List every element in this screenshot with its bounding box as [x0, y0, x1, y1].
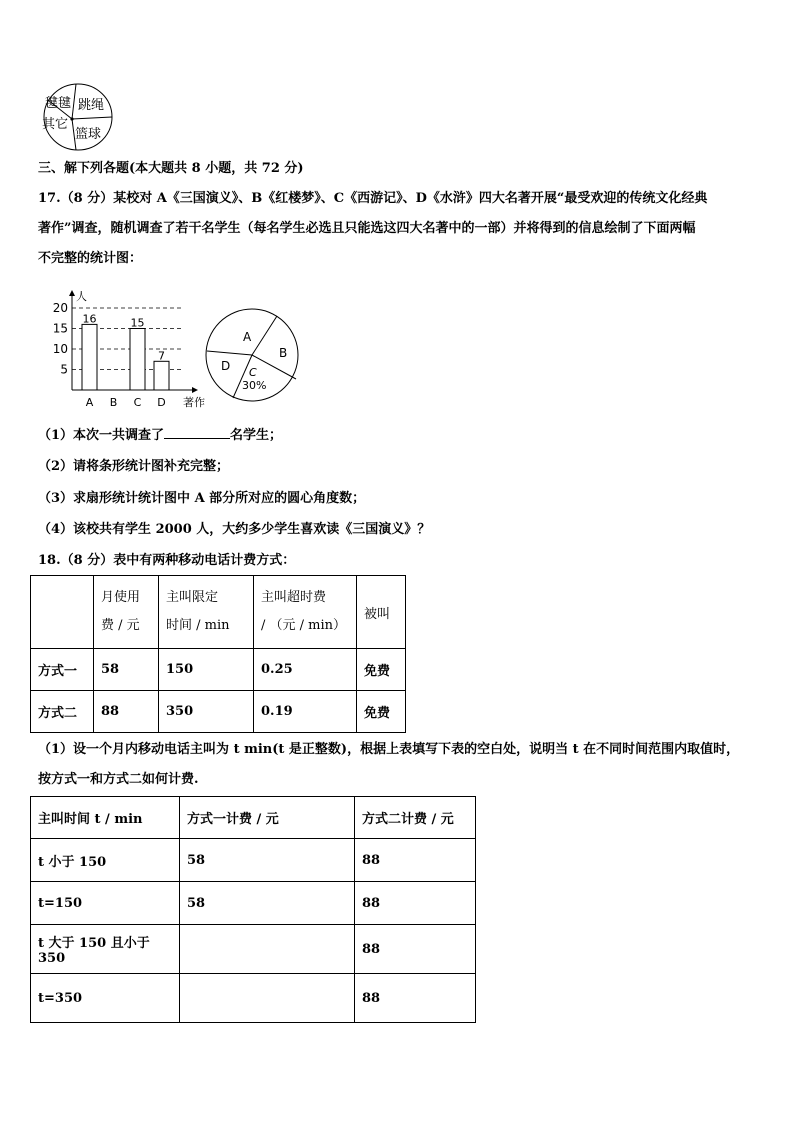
table-cell: 58 — [94, 649, 159, 691]
bar-chart-ylabel: 人 — [76, 290, 87, 303]
q17-line-2: 著作”调查，随机调查了若干名学生（每名学生必选且只能选这四大名著中的一部）并将得到的信息绘制了下面两幅 — [38, 221, 696, 236]
table-cell: 免费 — [357, 691, 406, 733]
table-cell: 88 — [355, 839, 476, 882]
bar-data-label: 16 — [82, 312, 97, 326]
y-tick-label: 10 — [52, 342, 68, 356]
table-row — [31, 839, 476, 882]
q17-sub-1 — [38, 426, 282, 445]
table-cell: 0.25 — [254, 649, 357, 691]
top-pie-label-3: 篮球 — [75, 127, 102, 142]
table-cell: t 小于 150 — [31, 839, 180, 882]
pie-label-a: A — [243, 330, 252, 344]
table-cell: 88 — [355, 925, 476, 974]
q17-sub-1-text-a: （1）本次一共调查了 — [38, 428, 165, 443]
table-cell: t=150 — [31, 882, 180, 925]
table-row — [31, 649, 406, 691]
bar — [82, 324, 97, 390]
fee-table-header-cell — [31, 576, 94, 649]
table-cell: 88 — [355, 882, 476, 925]
y-tick-label: 5 — [60, 362, 68, 377]
fee-table-header-cell: 主叫超时费 / （元 / min） — [254, 576, 357, 649]
fee-table — [30, 575, 406, 733]
q17-line-1: 17.（8 分）某校对 A《三国演义》、B《红楼梦》、C《西游记》、D《水浒》四大名著开展“最受欢迎的传统文化经典 — [38, 191, 708, 206]
y-tick-label: 15 — [52, 321, 68, 336]
x-tick-label: D — [157, 396, 166, 409]
q17-line-3: 不完整的统计图： — [38, 251, 143, 266]
fee-table-header-cell: 月使用 费 / 元 — [94, 576, 159, 649]
calc-table-header — [31, 797, 476, 839]
x-tick-label: C — [133, 396, 142, 409]
fee-table-header-cell: 被叫 — [357, 576, 406, 649]
x-axis-arrow — [192, 387, 198, 393]
table-cell: t 大于 150 且小于 350 — [31, 925, 180, 974]
q18-sub-1-line-2: 按方式一和方式二如何计费. — [38, 772, 199, 787]
table-header-cell: 主叫时间 t / min — [31, 797, 180, 839]
table-cell: 0.19 — [254, 691, 357, 733]
table-cell: 88 — [94, 691, 159, 733]
q18-title: 18.（8 分）表中有两种移动电话计费方式： — [38, 553, 296, 568]
top-pie-label-2: 其它 — [42, 117, 69, 132]
y-axis-arrow — [69, 290, 75, 296]
table-row — [31, 974, 476, 1023]
answer-blank[interactable] — [164, 426, 230, 439]
table-cell: 免费 — [357, 649, 406, 691]
table-cell: 88 — [355, 974, 476, 1023]
table-cell: 350 — [159, 691, 254, 733]
top-pie-label-0: 毽毽 — [45, 96, 72, 111]
x-tick-label: A — [85, 396, 94, 409]
bar-chart-xlabel: 著作 — [183, 396, 205, 409]
calc-table — [30, 796, 476, 1023]
top-pie-label-1: 跳绳 — [78, 98, 105, 113]
bar — [130, 329, 145, 391]
section-heading: 三、解下列各题(本大题共 8 小题，共 72 分) — [38, 161, 304, 176]
bar — [154, 361, 169, 390]
q17-sub-3: （3）求扇形统计统计图中 A 部分所对应的圆心角度数； — [38, 491, 366, 506]
table-row — [31, 882, 476, 925]
top-pie-chart — [40, 80, 120, 152]
answer-cell[interactable] — [180, 974, 355, 1023]
bar-data-label: 15 — [130, 316, 145, 330]
table-cell: 58 — [180, 882, 355, 925]
table-row — [31, 691, 406, 733]
q17-sub-1-text-b: 名学生； — [230, 428, 283, 443]
q17-sub-4: （4）该校共有学生 2000 人，大约多少学生喜欢读《三国演义》？ — [38, 522, 431, 537]
table-cell: 58 — [180, 839, 355, 882]
y-tick-label: 20 — [52, 301, 68, 315]
q17-pie-chart — [203, 306, 303, 406]
fee-table-header-cell: 主叫限定 时间 / min — [159, 576, 254, 649]
table-cell: 150 — [159, 649, 254, 691]
table-cell: 方式二 — [31, 691, 94, 733]
x-tick-label: B — [109, 396, 118, 409]
q18-sub-1-line-1: （1）设一个月内移动电话主叫为 t min(t 是正整数)，根据上表填写下表的空白处，说明当 t 在不同时间范围内取值时， — [38, 742, 740, 757]
bar-chart — [40, 284, 215, 412]
q17-sub-2: （2）请将条形统计图补充完整； — [38, 459, 230, 474]
pie-label-c: C — [249, 366, 257, 379]
fee-table-header — [31, 576, 406, 649]
pie-label-d: D — [221, 359, 231, 373]
table-header-cell: 方式一计费 / 元 — [180, 797, 355, 839]
pie-annotation-30: 30% — [242, 379, 267, 392]
bar-data-label: 7 — [158, 349, 165, 363]
table-cell: t=350 — [31, 974, 180, 1023]
table-header-cell: 方式二计费 / 元 — [355, 797, 476, 839]
answer-cell[interactable] — [180, 925, 355, 974]
pie-label-b: B — [279, 346, 288, 360]
table-cell: 方式一 — [31, 649, 94, 691]
table-row — [31, 925, 476, 974]
